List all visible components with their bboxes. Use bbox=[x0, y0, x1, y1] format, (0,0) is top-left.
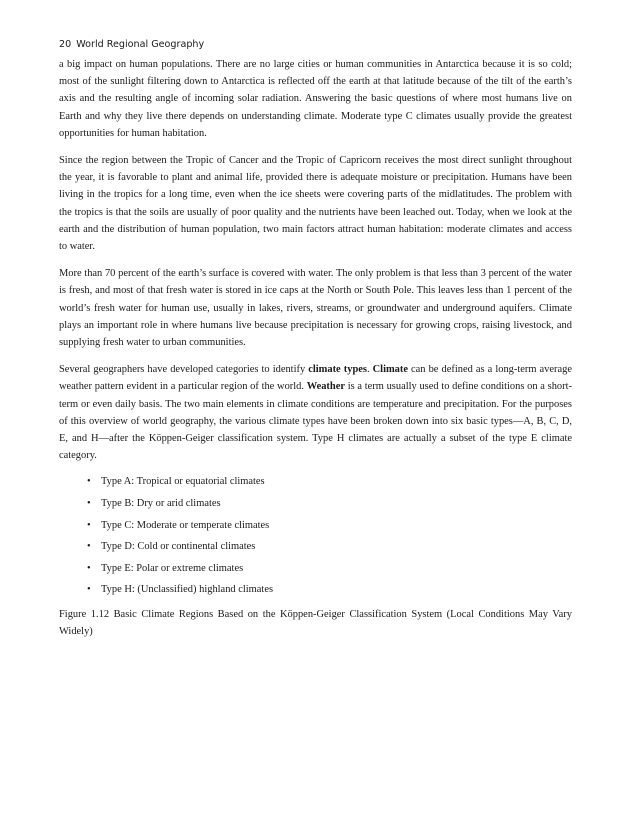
key-term-climate-types: climate types bbox=[308, 364, 367, 376]
paragraph-climate-types bbox=[59, 361, 572, 464]
list-item-text: Type H: (Unclassified) highland climates bbox=[101, 584, 274, 596]
list-item bbox=[87, 519, 572, 533]
key-term-climate: Climate bbox=[372, 364, 408, 376]
list-item bbox=[87, 583, 572, 597]
page-content bbox=[59, 38, 572, 640]
list-item-text: Type B: Dry or arid climates bbox=[101, 498, 221, 510]
bullet-icon: • bbox=[87, 519, 91, 531]
paragraph-tropics: Since the region between the Tropic of Cancer and the Tropic of Capricorn receives the most direct sunlight throughout the year, it is favorable to plant and animal life, provided there is adequate moisture or precipitation. Humans have been living in the tropics for a long time, even when the ice sheets were covering parts of the midlatitudes. The problem with the tropics is that the soils are usually of poor quality and the nutrients have been leached out. Today, when we look at the earth and the distribution of human population, two main factors attract human habitation: moderate climates and access to water. bbox=[59, 155, 572, 253]
page-number: 20 bbox=[59, 39, 72, 50]
paragraph-text-segment: can be defined as a long-term average weather pattern evident in a particular region of the world. bbox=[59, 364, 572, 393]
bullet-icon: • bbox=[87, 498, 91, 510]
list-item bbox=[87, 540, 572, 554]
climate-types-list bbox=[59, 475, 572, 597]
paragraph-water: More than 70 percent of the earth’s surface is covered with water. The only problem is that less than 3 percent of the water is fresh, and most of that fresh water is stored in ice caps at the North or South Pole. This leaves less than 1 percent of the world’s fresh water for human use, usually in lakes, rivers, streams, or groundwater and underground aquifers. Climate plays an important role in where humans live because precipitation is necessary for growing crops, raising livestock, and supplying fresh water to urban communities. bbox=[59, 268, 572, 349]
paragraph-antarctica: a big impact on human populations. There are no large cities or human communities in Antarctica because it is so cold; most of the sunlight filtering down to Antarctica is reflected off the earth at that latitude because of the tilt of the earth’s axis and the resulting angle of incoming solar radiation. Answering the basic questions of where most humans live on Earth and why they live there depends on understanding climate. Moderate type C climates usually provide the greatest opportunities for human habitation. bbox=[59, 59, 572, 139]
paragraph-text-segment: Several geographers have developed categories to identify bbox=[59, 364, 309, 376]
bullet-icon: • bbox=[87, 476, 91, 488]
bullet-icon: • bbox=[87, 584, 91, 596]
list-item-text: Type D: Cold or continental climates bbox=[101, 541, 256, 553]
paragraph-text-segment: . bbox=[366, 364, 373, 376]
paragraph-text-segment: is a term usually used to define conditions on a short-term or even daily basis. The two main elements in climate conditions are temperature and precipitation. For the purposes of this overview of world geography, the various climate types have been broken down into six basic types—A, B, C, D, E, and H—after the Köppen-Geiger classification system. Type H climates are actually a subset of the type E climate category. bbox=[59, 381, 572, 462]
book-title: World Regional Geography bbox=[76, 39, 205, 50]
list-item-text: Type E: Polar or extreme climates bbox=[101, 562, 244, 574]
list-item bbox=[87, 497, 572, 511]
list-item-text: Type C: Moderate or temperate climates bbox=[101, 519, 270, 531]
list-item bbox=[87, 475, 572, 489]
list-item bbox=[87, 562, 572, 576]
bullet-icon: • bbox=[87, 541, 91, 553]
list-item-text: Type A: Tropical or equatorial climates bbox=[101, 476, 265, 488]
key-term-weather: Weather bbox=[306, 381, 345, 393]
bullet-icon: • bbox=[87, 562, 91, 574]
running-header bbox=[59, 38, 572, 51]
figure-caption: Figure 1.12 Basic Climate Regions Based on the Köppen-Geiger Classification System (Local Conditions May Vary Widely) bbox=[59, 609, 572, 638]
